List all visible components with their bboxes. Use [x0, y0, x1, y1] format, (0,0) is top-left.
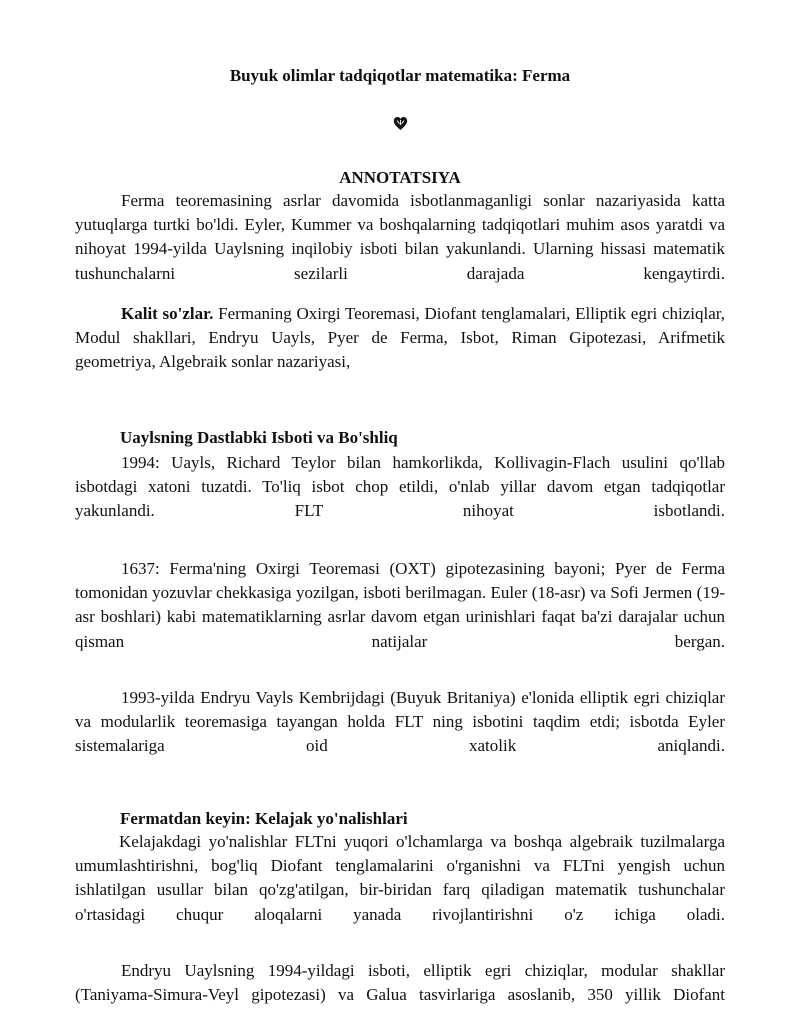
keywords-paragraph	[75, 302, 725, 375]
section-heading-wiles-proof: Uaylsning Dastlabki Isboti va Bo'shliq	[120, 428, 398, 447]
section1-paragraph-1: 1994: Uayls, Richard Teylor bilan hamkorlikda, Kollivagin-Flach usulini qo'llab isbotdagi xatoni tuzatdi. To'liq isbot chop etildi, o'nlab yillar davom etgan tadqiqotlar yakunlandi. FLT nihoyat isbotlandi.	[75, 453, 725, 521]
section1-paragraph-3: 1993-yilda Endryu Vayls Kembrijdagi (Buyuk Britaniya) e'lonida elliptik egri chiziqlar va modularlik teoremasiga tayangan holda FLT ning isbotini taqdim etdi; isbotda Eyler sistemalariga oid xatolik aniqlandi.	[75, 688, 725, 756]
section2-paragraph-1: Kelajakdagi yo'nalishlar FLTni yuqori o'lchamlarga va boshqa algebraik tuzilmalarga umumlashtirishni, bog'liq Diofant tenglamalarini o'rganishni va FLTni yengish uchun ishlatilgan usullar bilan qo'zg'atilgan, bir-biridan farq qiladigan matematik tushunchalar o'rtasidagi chuqur aloqalarni yanada rivojlantirishni o'z ichiga oladi.	[75, 832, 725, 924]
document-title: Buyuk olimlar tadqiqotlar matematika: Ferma	[229, 66, 571, 85]
keywords-text: Fermaning Oxirgi Teoremasi, Diofant tenglamalari, Elliptik egri chiziqlar, Modul shakllari, Endryu Uayls, Pyer de Ferma, Isbot, Riman Gipotezasi, Arifmetik geometriya, Algebraik sonlar nazariyasi,	[75, 304, 725, 372]
section2-paragraph-2: Endryu Uaylsning 1994-yildagi isboti, elliptik egri chiziqlar, modular shakllar (Taniyama-Simura-Veyl gipotezasi) va Galua tasvirlariga asoslanib, 350 yillik Diofant	[75, 961, 725, 1005]
heart-ornament-icon	[393, 116, 408, 131]
annotation-body: Ferma teoremasining asrlar davomida isbotlanmaganligi sonlar nazariyasida katta yutuqlarga turtki bo'ldi. Eyler, Kummer va boshqalarning tadqiqotlari muhim asos yaratdi va nihoyat 1994-yilda Uaylsning inqilobiy isboti bilan yakunlandi. Ularning hissasi matematik tushunchalarni sezilarli darajada kengaytirdi.	[75, 191, 725, 283]
section1-paragraph-2: 1637: Ferma'ning Oxirgi Teoremasi (OXT) gipotezasining bayoni; Pyer de Ferma tomonidan yozuvlar chekkasiga yozilgan, isboti berilmagan. Euler (18-asr) va Sofi Jermen (19-asr boshlari) kabi matematiklarning asrlar davom etgan urinishlari faqat ba'zi darajalar uchun qisman natijalar bergan.	[75, 559, 725, 651]
annotation-heading: ANNOTATSIYA	[339, 168, 461, 187]
keywords-label: Kalit so'zlar.	[121, 304, 214, 323]
section-heading-future-directions: Fermatdan keyin: Kelajak yo'nalishlari	[120, 809, 408, 828]
